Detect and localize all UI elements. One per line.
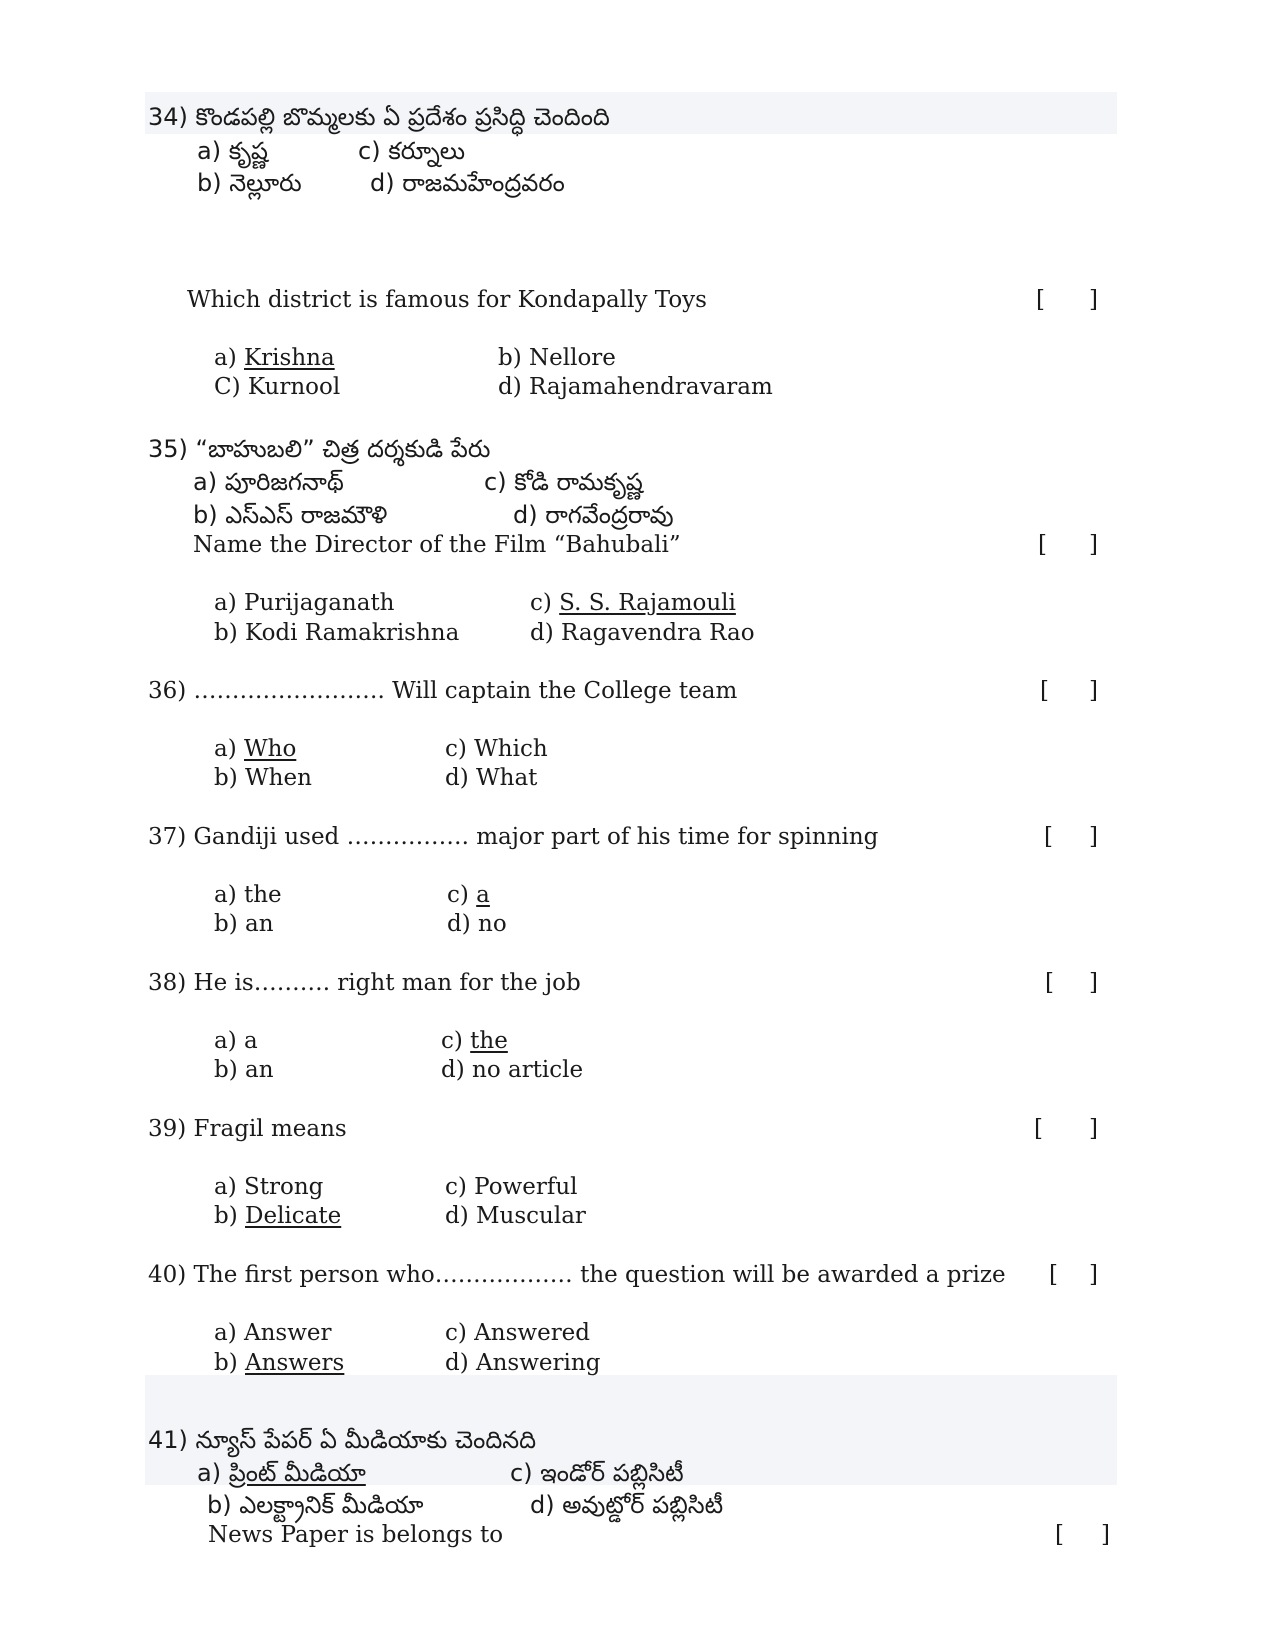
q41-question: News Paper is belongs to — [208, 1522, 504, 1548]
q41-telugu-question: 41) న్యూస్ పేపర్ ఏ మీడియాకు చెందినది — [148, 1426, 537, 1454]
q37-option-b: b) an — [214, 911, 274, 937]
q39-question: 39) Fragil means — [148, 1116, 347, 1142]
q34-telugu-option-b: b) నెల్లూరు — [197, 169, 302, 197]
q34-question: Which district is famous for Kondapally Toys — [187, 287, 707, 313]
q37-question: 37) Gandiji used ……………. major part of his time for spinning — [148, 824, 879, 850]
q35-option-d: d) Ragavendra Rao — [530, 620, 755, 646]
q36-answer-bracket: [ ] — [1040, 678, 1098, 704]
q34-option-c: C) Kurnool — [214, 374, 341, 400]
q34-option-b: b) Nellore — [498, 345, 616, 371]
q37-option-a: a) the — [214, 882, 282, 908]
q36-option-a: a) Who — [214, 736, 297, 762]
q38-answer-bracket: [ ] — [1045, 970, 1098, 996]
q34-telugu-question: 34) కొండపల్లి బొమ్మలకు ఏ ప్రదేశం ప్రసిద్ధి చెందింది — [148, 103, 610, 131]
q36-option-c: c) Which — [445, 736, 548, 762]
q37-option-c: c) a — [447, 882, 490, 908]
q36-option-b: b) When — [214, 765, 312, 791]
correct-answer: Krishna — [244, 345, 335, 371]
q38-question: 38) He is………. right man for the job — [148, 970, 581, 996]
q37-answer-bracket: [ ] — [1044, 824, 1098, 850]
q35-telugu-option-d: d) రాగవేంద్రరావు — [513, 501, 674, 529]
q40-option-d: d) Answering — [445, 1350, 601, 1376]
q39-option-c: c) Powerful — [445, 1174, 578, 1200]
q38-option-d: d) no article — [441, 1057, 584, 1083]
q35-telugu-option-c: c) కోడి రామకృష్ణ — [484, 468, 643, 496]
correct-answer: Delicate — [245, 1203, 342, 1229]
q41-telugu-option-d: d) అవుట్డోర్ పబ్లిసిటీ — [530, 1491, 724, 1519]
q39-option-a: a) Strong — [214, 1174, 324, 1200]
q38-option-a: a) a — [214, 1028, 258, 1054]
q41-telugu-option-c: c) ఇండోర్ పబ్లిసిటీ — [510, 1459, 684, 1487]
q35-telugu-option-a: a) పూరిజగనాథ్ — [193, 468, 344, 496]
q35-option-b: b) Kodi Ramakrishna — [214, 620, 460, 646]
correct-answer: ప్రింట్ మీడియా — [228, 1459, 366, 1487]
correct-answer: S. S. Rajamouli — [559, 590, 736, 616]
q40-question: 40) The first person who……………… the question will be awarded a prize — [148, 1262, 1006, 1288]
q41-telugu-option-a: a) ప్రింట్ మీడియా — [197, 1459, 366, 1487]
correct-answer: Who — [244, 736, 297, 762]
q40-option-a: a) Answer — [214, 1320, 332, 1346]
correct-answer: Answers — [245, 1350, 345, 1376]
q40-answer-bracket: [ ] — [1049, 1262, 1098, 1288]
q34-telugu-option-c: c) కర్నూలు — [358, 137, 466, 165]
q36-question: 36) ……………………. Will captain the College team — [148, 678, 738, 704]
q40-option-c: c) Answered — [445, 1320, 591, 1346]
q34-telugu-option-a: a) కృష్ణ — [197, 137, 268, 165]
q34-option-d: d) Rajamahendravaram — [498, 374, 773, 400]
q35-option-c: c) S. S. Rajamouli — [530, 590, 736, 616]
q37-option-d: d) no — [447, 911, 507, 937]
q35-option-a: a) Purijaganath — [214, 590, 395, 616]
q35-telugu-option-b: b) ఎస్ఎస్ రాజమౌళి — [193, 501, 388, 529]
q34-telugu-option-d: d) రాజమహేంద్రవరం — [370, 169, 565, 197]
q40-option-b: b) Answers — [214, 1350, 345, 1376]
q34-option-a: a) Krishna — [214, 345, 335, 371]
q35-telugu-question: 35) “బాహుబలి” చిత్ర దర్శకుడి పేరు — [148, 435, 491, 463]
q41-telugu-option-b: b) ఎలక్ట్రానిక్ మీడియా — [207, 1491, 424, 1519]
q36-option-d: d) What — [445, 765, 538, 791]
correct-answer: the — [470, 1028, 508, 1054]
correct-answer: a — [476, 882, 490, 908]
q38-option-c: c) the — [441, 1028, 508, 1054]
q38-option-b: b) an — [214, 1057, 274, 1083]
q39-option-b: b) Delicate — [214, 1203, 342, 1229]
q34-answer-bracket: [ ] — [1036, 287, 1098, 313]
q39-option-d: d) Muscular — [445, 1203, 586, 1229]
q35-answer-bracket: [ ] — [1038, 532, 1098, 558]
q39-answer-bracket: [ ] — [1034, 1116, 1098, 1142]
q41-answer-bracket: [ ] — [1055, 1522, 1110, 1548]
q35-question: Name the Director of the Film “Bahubali” — [193, 532, 681, 558]
